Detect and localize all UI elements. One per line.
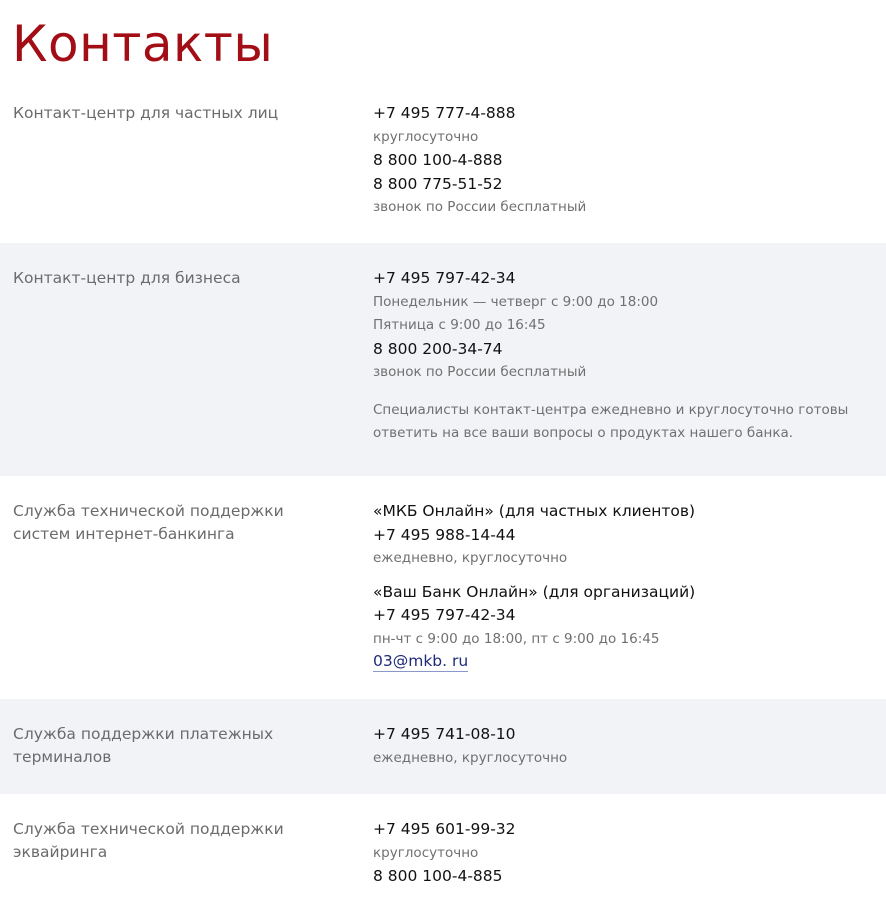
description-text: Специалисты контакт-центра ежедневно и круглосуточно готовы ответить на все ваши вопросы о продуктах нашего банка.: [373, 401, 849, 441]
phone-number: +7 495 797-42-34: [373, 606, 516, 624]
phone-number: 8 800 100-4-888: [373, 151, 503, 169]
section-contacts: [373, 723, 878, 770]
phone-number: 8 800 775-51-52: [373, 174, 503, 193]
free-call-note: звонок по России бесплатный: [373, 364, 587, 380]
section-contacts: [373, 818, 878, 889]
phone-number: 8 800 200-34-74: [373, 339, 503, 358]
section-label: Служба поддержки платежных терминалов: [13, 725, 274, 766]
section-acquiring-support: [0, 794, 886, 897]
section-contacts: [373, 102, 878, 220]
section-label: Служба технической поддержки систем интернет-банкинга: [13, 502, 284, 543]
support-email-link[interactable]: 03@mkb. ru: [373, 652, 469, 670]
section-business-contact-center: [0, 243, 886, 476]
phone-number: +7 495 741-08-10: [373, 725, 516, 743]
phone-number: +7 495 777-4-888: [373, 104, 516, 122]
section-contacts: [373, 500, 878, 672]
phone-number: +7 495 797-42-34: [373, 269, 516, 287]
hours-note: Понедельник — четверг с 9:00 до 18:00: [373, 293, 659, 310]
phone-number: 8 800 100-4-885: [373, 867, 503, 885]
hours-note: ежедневно, круглосуточно: [373, 550, 568, 566]
free-call-note: звонок по России бесплатный: [373, 199, 587, 215]
hours-note: круглосуточно: [373, 128, 479, 145]
hours-note: пн-чт с 9:00 до 18:00, пт с 9:00 до 16:45: [373, 630, 660, 647]
service-heading: «Ваш Банк Онлайн» (для организаций): [373, 582, 696, 601]
phone-number: +7 495 601-99-32: [373, 820, 516, 838]
hours-note: Пятница с 9:00 до 16:45: [373, 317, 546, 333]
section-contacts: [373, 267, 878, 446]
hours-note: ежедневно, круглосуточно: [373, 749, 568, 766]
service-heading: «МКБ Онлайн» (для частных клиентов): [373, 502, 696, 520]
hours-note: круглосуточно: [373, 844, 479, 861]
section-private-contact-center: [0, 88, 886, 243]
section-label: Контакт-центр для частных лиц: [13, 104, 279, 122]
section-payment-terminals-support: [0, 699, 886, 794]
section-label: Контакт-центр для бизнеса: [13, 269, 241, 287]
page-title: Контакты: [12, 15, 274, 73]
phone-number: +7 495 988-14-44: [373, 525, 516, 544]
section-label: Служба технической поддержки эквайринга: [13, 820, 284, 861]
section-internet-banking-support: [0, 476, 886, 699]
